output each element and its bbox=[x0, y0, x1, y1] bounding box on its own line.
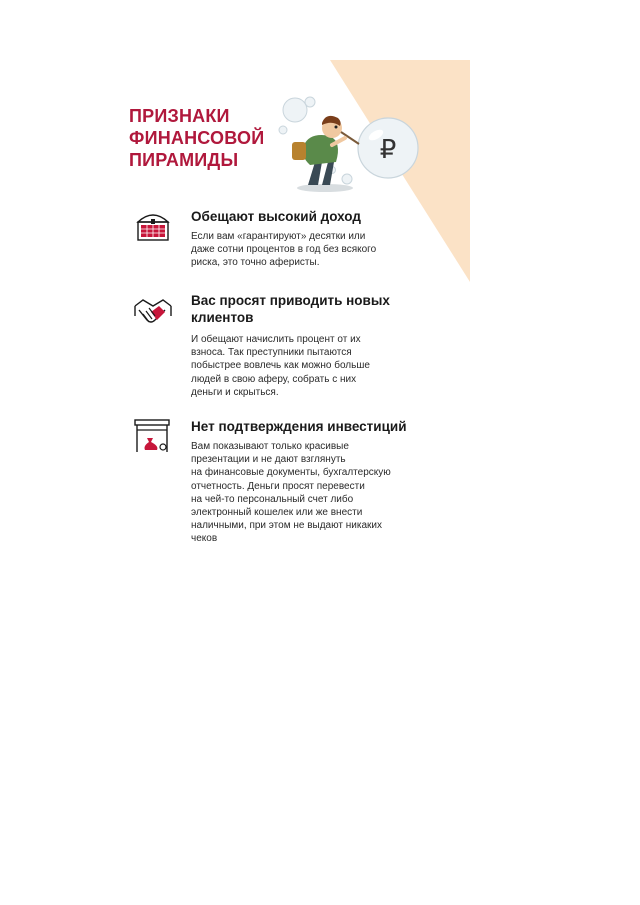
handshake-icon bbox=[133, 292, 173, 332]
title-line-1: ПРИЗНАКИ bbox=[129, 106, 230, 126]
item-body: И обещают начислить процент от их взноса. Так преступники пытаются побыстрее вовлечь как можно больше людей в свою аферу, собрать с них деньги и скрыться. bbox=[191, 334, 370, 398]
item-heading: Обещают высокий доход bbox=[191, 209, 361, 224]
bubble-ruble-symbol: ₽ bbox=[379, 134, 397, 164]
title-line-2: ФИНАНСОВОЙ bbox=[129, 128, 265, 148]
item-body: Вам показывают только красивые презентации и не дают взглянуть на финансовые документы, бухгалтерскую отчетность. Деньги просят перевести на чей-то персональный счет либо электронный кошелек или же внести наличными, при этом не выдают никаких чеков bbox=[191, 441, 391, 545]
page-title bbox=[129, 105, 289, 171]
treasure-chest-icon bbox=[133, 206, 173, 246]
item-body: Если вам «гарантируют» десятки или даже сотни процентов в год без всякого риска, это точно аферисты. bbox=[191, 231, 377, 269]
title-line-3: ПИРАМИДЫ bbox=[129, 150, 239, 170]
boy-blowing-ruble-bubble-illustration bbox=[270, 90, 430, 200]
item-heading: Вас просят приводить новых клиентов bbox=[191, 293, 390, 325]
item-heading: Нет подтверждения инвестиций bbox=[191, 419, 407, 434]
money-bag-under-table-icon bbox=[133, 416, 173, 456]
